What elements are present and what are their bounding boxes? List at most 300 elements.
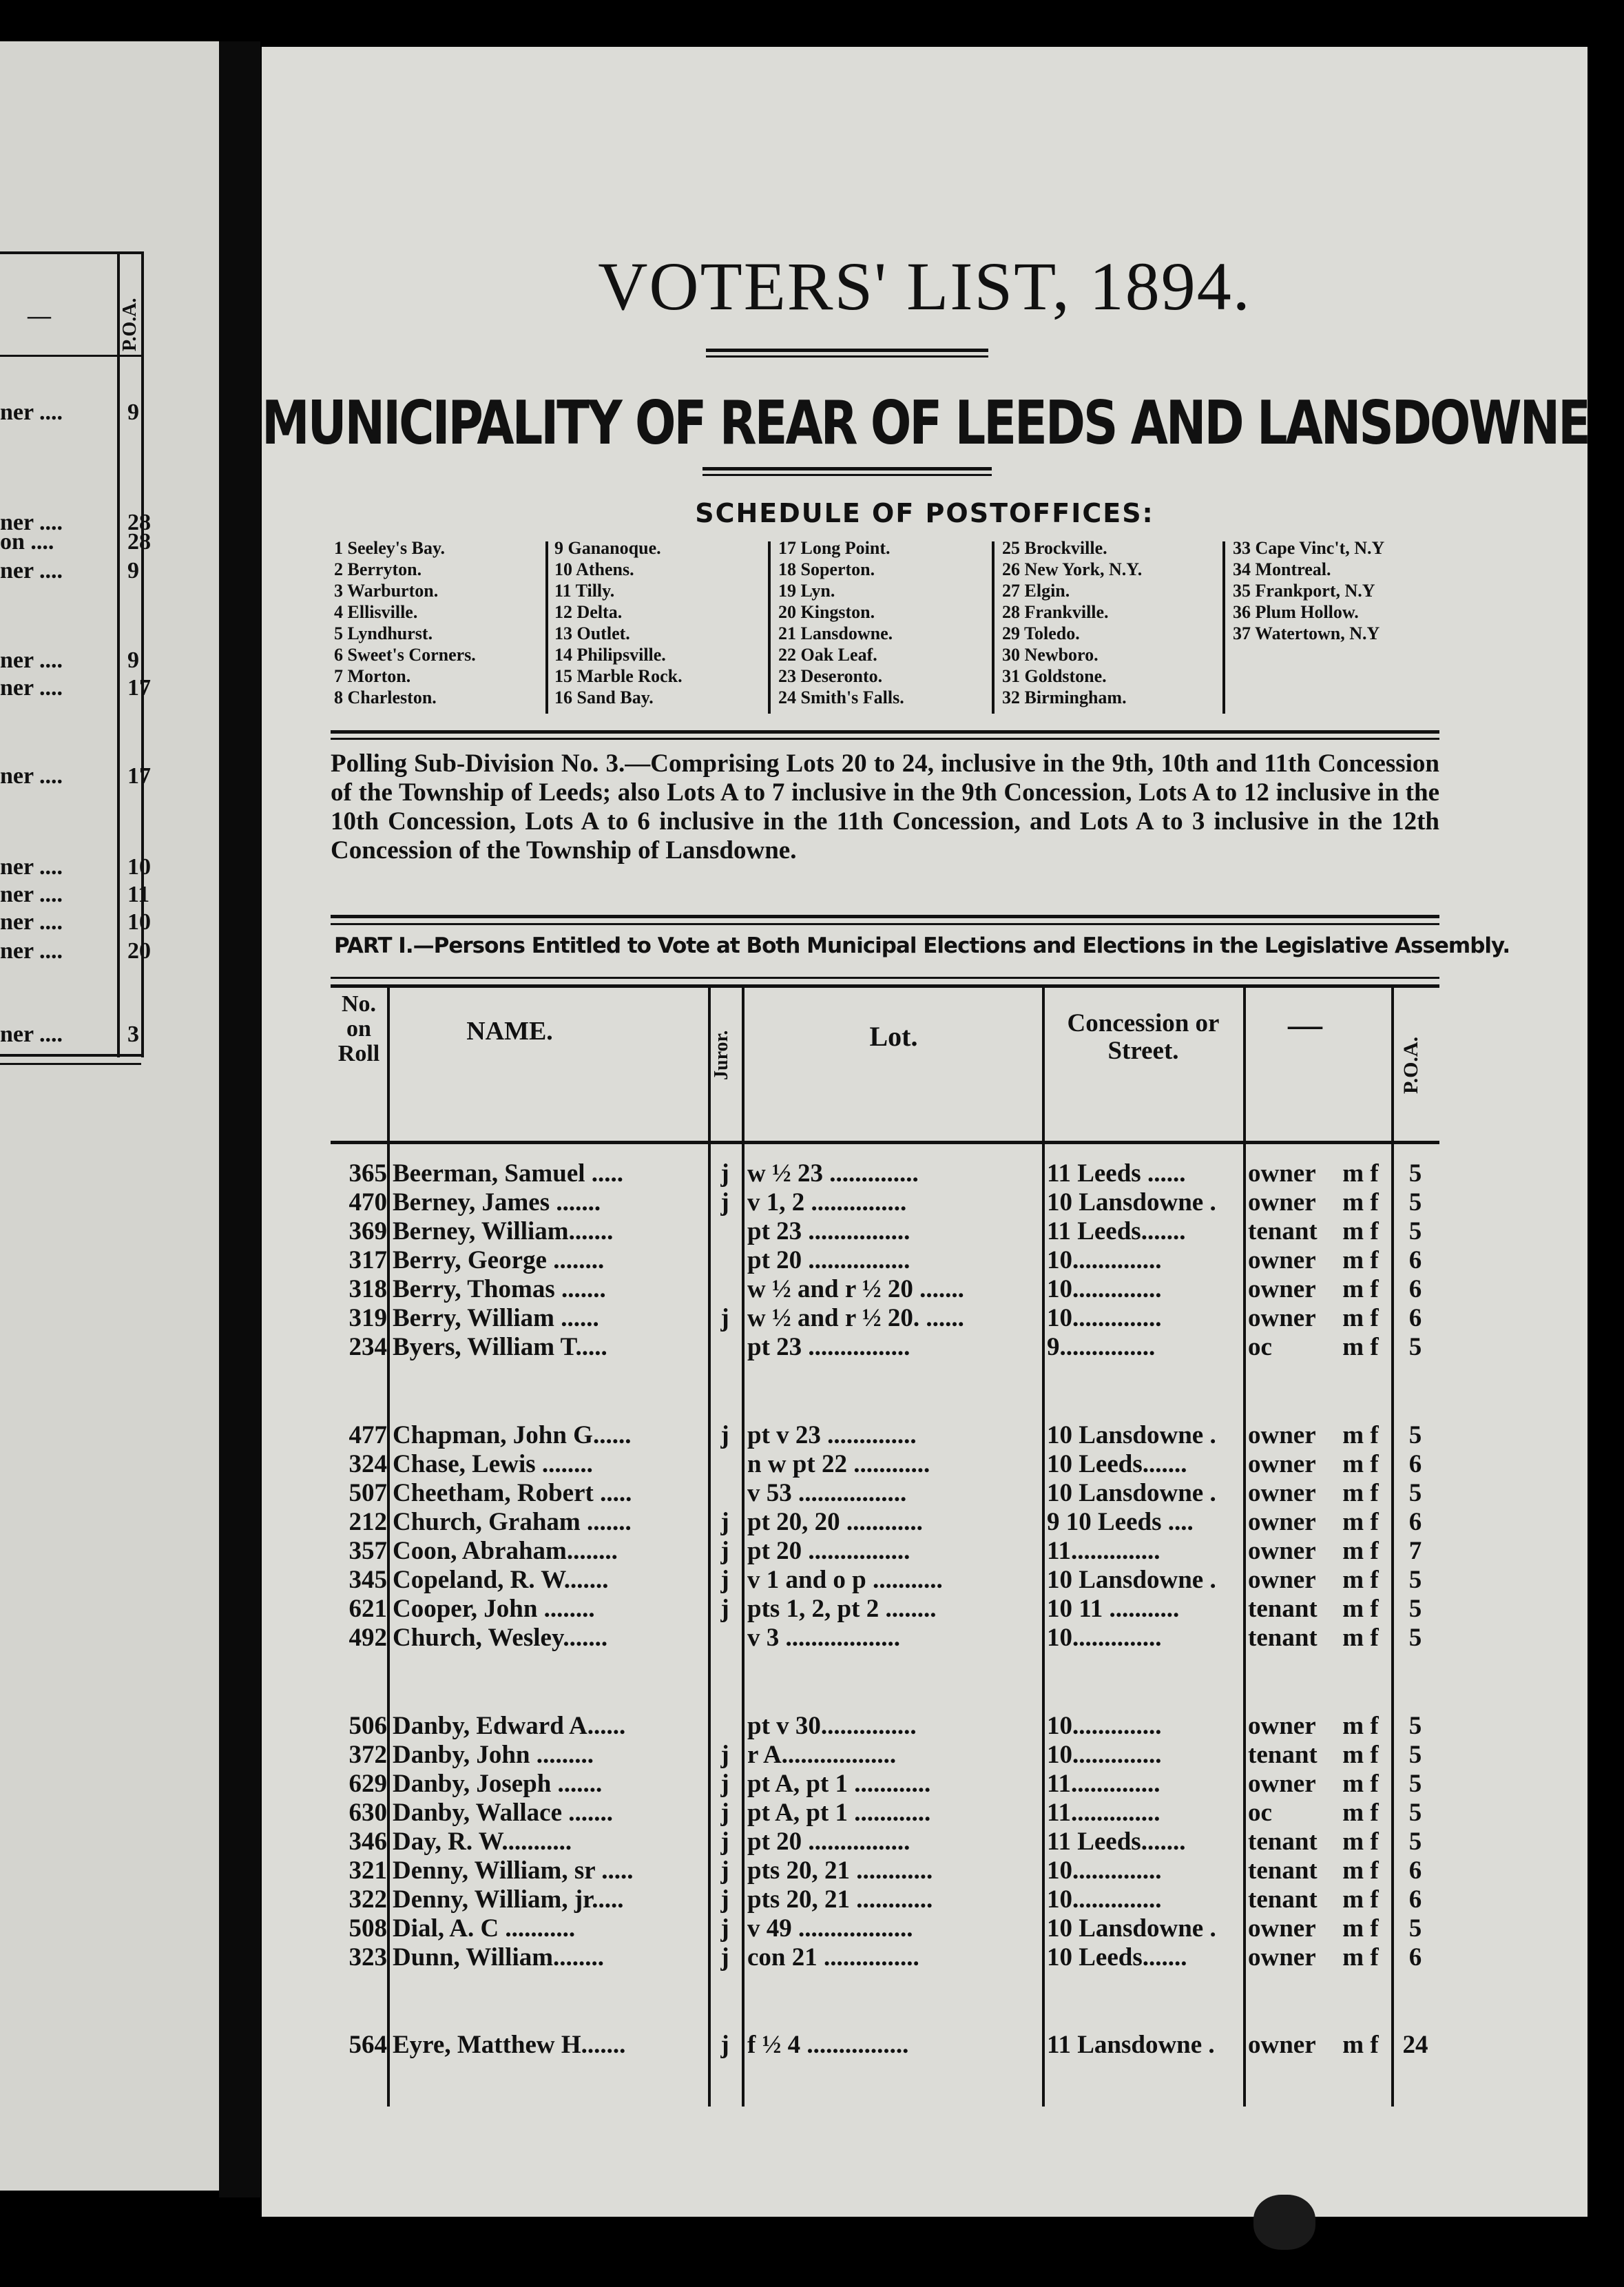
- adjacent-page-fragment: [0, 41, 231, 2191]
- cell-status: owner: [1248, 1275, 1316, 1303]
- postoffice-entry: 30 Newboro.: [1002, 645, 1099, 665]
- cell-status: oc: [1248, 1799, 1272, 1827]
- cell-concession: 11..............: [1047, 1799, 1160, 1827]
- cell-status: oc: [1248, 1333, 1272, 1361]
- cell-name: Dunn, William........: [393, 1943, 605, 1972]
- left-fragment-row-poa: 9: [127, 648, 139, 673]
- left-fragment-column-rule: [141, 251, 144, 1057]
- column-divider: [1222, 541, 1225, 714]
- left-fragment-dash: —: [28, 303, 51, 329]
- cell-poa: 6: [1408, 1304, 1422, 1332]
- title-rule: [706, 355, 988, 358]
- cell-concession: 10..............: [1047, 1885, 1162, 1914]
- cell-concession: 9 10 Leeds ....: [1047, 1508, 1194, 1536]
- cell-juror: [709, 1712, 740, 1741]
- cell-name: Danby, Wallace .......: [393, 1799, 614, 1827]
- cell-status: tenant: [1248, 1624, 1318, 1652]
- schedule-title: SCHEDULE OF POSTOFFICES:: [695, 498, 1154, 528]
- table-top-rule: [331, 984, 1439, 988]
- postoffice-entry: 2 Berryton.: [334, 559, 422, 579]
- cell-juror: j: [720, 1943, 729, 1972]
- left-fragment-row-text: ner ....: [0, 400, 63, 425]
- cell-lot: pt 23 ................: [747, 1217, 910, 1245]
- postoffice-entry: 12 Delta.: [554, 602, 623, 622]
- cell-juror: [709, 1333, 740, 1362]
- cell-sex: m f: [1342, 1159, 1379, 1188]
- cell-juror: j: [720, 1770, 729, 1798]
- cell-lot: v 49 ..................: [747, 1914, 913, 1943]
- left-fragment-row-poa: 17: [127, 675, 151, 701]
- cell-sex: m f: [1342, 1508, 1379, 1536]
- table-header-rule: [331, 1141, 1439, 1144]
- cell-sex: m f: [1342, 1188, 1379, 1217]
- cell-sex: m f: [1342, 1914, 1379, 1943]
- left-fragment-rule: [0, 1054, 141, 1057]
- cell-lot: pt v 30...............: [747, 1712, 917, 1740]
- cell-roll-no: 470: [348, 1188, 387, 1217]
- cell-roll-no: 323: [348, 1943, 387, 1972]
- section-rule: [331, 730, 1439, 734]
- cell-lot: con 21 ...............: [747, 1943, 919, 1972]
- cell-roll-no: 369: [348, 1217, 387, 1245]
- cell-name: Beerman, Samuel .....: [393, 1159, 624, 1188]
- left-fragment-row-poa: 20: [127, 938, 151, 964]
- cell-juror: j: [720, 1566, 729, 1594]
- cell-roll-no: 621: [348, 1595, 387, 1623]
- col-header-name: NAME.: [466, 1017, 553, 1046]
- cell-sex: m f: [1342, 1333, 1379, 1361]
- cell-poa: 5: [1408, 1217, 1422, 1245]
- cell-concession: 10..............: [1047, 1275, 1162, 1303]
- cell-lot: pt 20 ................: [747, 1828, 910, 1856]
- cell-concession: 10 Lansdowne .: [1047, 1479, 1216, 1507]
- cell-name: Danby, John .........: [393, 1741, 594, 1769]
- cell-lot: n w pt 22 ............: [747, 1450, 930, 1478]
- cell-poa: 6: [1408, 1450, 1422, 1478]
- cell-sex: m f: [1342, 1479, 1379, 1507]
- section-rule: [331, 923, 1439, 925]
- cell-poa: 7: [1408, 1537, 1422, 1565]
- left-fragment-rule: [0, 1063, 141, 1065]
- cell-concession: 10..............: [1047, 1304, 1162, 1332]
- left-fragment-rule: [0, 251, 141, 254]
- postoffice-list: [778, 537, 904, 708]
- cell-lot: r A..................: [747, 1741, 897, 1769]
- cell-concession: 11 Leeds ......: [1047, 1159, 1186, 1188]
- left-fragment-row-text: ner ....: [0, 675, 63, 701]
- left-fragment-row-text: ner ....: [0, 648, 63, 673]
- cell-sex: m f: [1342, 1595, 1379, 1623]
- cell-juror: j: [720, 2031, 729, 2059]
- cell-poa: 6: [1408, 1275, 1422, 1303]
- cell-name: Cheetham, Robert .....: [393, 1479, 632, 1507]
- cell-status: owner: [1248, 1770, 1316, 1798]
- cell-name: Byers, William T.....: [393, 1333, 607, 1361]
- left-fragment-row-text: ner ....: [0, 558, 63, 583]
- cell-name: Danby, Edward A......: [393, 1712, 626, 1740]
- cell-juror: j: [720, 1885, 729, 1914]
- postoffice-entry: 4 Ellisville.: [334, 602, 418, 622]
- cell-roll-no: 372: [348, 1741, 387, 1769]
- cell-status: tenant: [1248, 1885, 1318, 1914]
- cell-juror: j: [720, 1304, 729, 1332]
- left-fragment-row-poa: 17: [127, 763, 151, 789]
- cell-roll-no: 345: [348, 1566, 387, 1594]
- postoffice-column-5: [1233, 537, 1384, 644]
- postoffice-entry: 32 Birmingham.: [1002, 687, 1127, 707]
- cell-poa: 6: [1408, 1508, 1422, 1536]
- postoffice-entry: 22 Oak Leaf.: [778, 645, 877, 665]
- cell-poa: 5: [1408, 1828, 1422, 1856]
- cell-poa: 5: [1408, 1188, 1422, 1217]
- cell-poa: 5: [1408, 1770, 1422, 1798]
- cell-sex: m f: [1342, 1537, 1379, 1565]
- municipality-heading: MUNICIPALITY OF REAR OF LEEDS AND LANSDOWNE: [262, 387, 1589, 459]
- cell-name: Chase, Lewis ........: [393, 1450, 593, 1478]
- left-fragment-poa-header: P.O.A.: [119, 298, 140, 351]
- cell-roll-no: 506: [348, 1712, 387, 1740]
- cell-lot: pt 20 ................: [747, 1537, 910, 1565]
- col-header-status: —: [1288, 1005, 1322, 1044]
- cell-roll-no: 564: [348, 2031, 387, 2059]
- cell-lot: pt v 23 ..............: [747, 1421, 917, 1449]
- cell-status: tenant: [1248, 1595, 1318, 1623]
- left-fragment-row-text: ner ....: [0, 938, 63, 964]
- cell-lot: pt A, pt 1 ............: [747, 1770, 931, 1798]
- postoffice-column-4: [1002, 537, 1142, 708]
- cell-name: Berry, George ........: [393, 1246, 605, 1274]
- cell-status: tenant: [1248, 1217, 1318, 1245]
- cell-name: Berney, William.......: [393, 1217, 614, 1245]
- section-rule: [331, 738, 1439, 740]
- left-fragment-row-poa: 10: [127, 909, 151, 935]
- cell-sex: m f: [1342, 1421, 1379, 1449]
- postoffice-list: [1233, 537, 1384, 644]
- cell-sex: m f: [1342, 1566, 1379, 1594]
- cell-name: Day, R. W...........: [393, 1828, 572, 1856]
- postoffice-entry: 11 Tilly.: [554, 581, 615, 601]
- postoffice-entry: 20 Kingston.: [778, 602, 875, 622]
- cell-status: owner: [1248, 1943, 1316, 1972]
- cell-juror: j: [720, 1856, 729, 1885]
- left-fragment-row-text: ner ....: [0, 882, 63, 907]
- cell-poa: 5: [1408, 1421, 1422, 1449]
- cell-concession: 11 Leeds.......: [1047, 1828, 1186, 1856]
- cell-sex: m f: [1342, 1304, 1379, 1332]
- cell-status: owner: [1248, 1159, 1316, 1188]
- left-fragment-row-poa: 9: [127, 558, 139, 583]
- cell-lot: pt 23 ................: [747, 1333, 910, 1361]
- cell-roll-no: 324: [348, 1450, 387, 1478]
- cell-status: owner: [1248, 2031, 1316, 2059]
- cell-sex: m f: [1342, 1712, 1379, 1740]
- postoffice-entry: 25 Brockville.: [1002, 538, 1107, 558]
- cell-status: owner: [1248, 1479, 1316, 1507]
- left-fragment-row-poa: 28: [127, 510, 151, 535]
- table-top-rule: [331, 977, 1439, 979]
- postoffice-entry: 1 Seeley's Bay.: [334, 538, 446, 558]
- cell-lot: pt A, pt 1 ............: [747, 1799, 931, 1827]
- left-fragment-row-poa: 9: [127, 400, 139, 425]
- cell-roll-no: 321: [348, 1856, 387, 1885]
- left-fragment-row-poa: 3: [127, 1022, 139, 1047]
- cell-juror: [709, 1624, 740, 1653]
- cell-poa: 6: [1408, 1885, 1422, 1914]
- cell-lot: v 1, 2 ...............: [747, 1188, 907, 1217]
- left-fragment-row-text: ner ....: [0, 909, 63, 935]
- cell-poa: 5: [1408, 1624, 1422, 1652]
- left-fragment-row-text: ner ....: [0, 510, 63, 535]
- cell-lot: pts 20, 21 ............: [747, 1885, 933, 1914]
- postoffice-entry: 13 Outlet.: [554, 623, 630, 643]
- cell-lot: v 53 .................: [747, 1479, 907, 1507]
- cell-concession: 10 Leeds.......: [1047, 1943, 1187, 1972]
- cell-sex: m f: [1342, 2031, 1379, 2059]
- cell-lot: f ½ 4 ................: [747, 2031, 909, 2059]
- polling-subdivision-description: Polling Sub-Division No. 3.—Comprising Lots 20 to 24, inclusive in the 9th, 10th and 11th Concession of the Township of Leeds; also Lots A to 7 inclusive in the 9th Concession, Lots A to 12 inclusive in the 10th Concession, Lots A to 6 inclusive in the 11th Concession, and Lots A to 3 inclusive in the 12th Concession of the Township of Lansdowne.: [331, 749, 1439, 865]
- cell-sex: m f: [1342, 1770, 1379, 1798]
- postoffice-entry: 26 New York, N.Y.: [1002, 559, 1143, 579]
- postoffice-entry: 10 Athens.: [554, 559, 634, 579]
- cell-sex: m f: [1342, 1943, 1379, 1972]
- cell-poa: 5: [1408, 1712, 1422, 1740]
- cell-status: tenant: [1248, 1856, 1318, 1885]
- cell-lot: w ½ and r ½ 20. ......: [747, 1304, 964, 1332]
- cell-roll-no: 317: [348, 1246, 387, 1274]
- column-divider: [545, 541, 548, 714]
- left-fragment-row-poa: 28: [127, 529, 151, 555]
- title-rule: [706, 349, 988, 352]
- col-header-juror: Juror.: [711, 1030, 732, 1080]
- column-rule: [1243, 987, 1246, 2107]
- cell-juror: j: [720, 1799, 729, 1827]
- cell-poa: 24: [1402, 2031, 1428, 2059]
- postoffice-entry: 6 Sweet's Corners.: [334, 645, 476, 665]
- cell-roll-no: 492: [348, 1624, 387, 1652]
- column-rule: [1391, 987, 1394, 2107]
- cell-name: Dial, A. C ...........: [393, 1914, 576, 1943]
- left-fragment-row-text: ner ....: [0, 763, 63, 789]
- cell-lot: pts 1, 2, pt 2 ........: [747, 1595, 937, 1623]
- cell-roll-no: 346: [348, 1828, 387, 1856]
- postoffice-entry: 8 Charleston.: [334, 687, 437, 707]
- postoffice-entry: 14 Philipsville.: [554, 645, 666, 665]
- cell-sex: m f: [1342, 1828, 1379, 1856]
- cell-name: Church, Wesley.......: [393, 1624, 608, 1652]
- cell-concession: 9...............: [1047, 1333, 1156, 1361]
- left-fragment-row-poa: 11: [127, 882, 150, 907]
- cell-status: owner: [1248, 1421, 1316, 1449]
- column-rule: [387, 987, 390, 2107]
- cell-juror: j: [720, 1188, 729, 1217]
- postoffice-entry: 18 Soperton.: [778, 559, 875, 579]
- cell-name: Copeland, R. W.......: [393, 1566, 609, 1594]
- part-heading: PART I.—Persons Entitled to Vote at Both Municipal Elections and Elections in the Legislative Assembly.: [334, 933, 1510, 958]
- cell-lot: pt 20 ................: [747, 1246, 910, 1274]
- postoffice-entry: 5 Lyndhurst.: [334, 623, 433, 643]
- postoffice-entry: 21 Lansdowne.: [778, 623, 893, 643]
- cell-status: tenant: [1248, 1741, 1318, 1769]
- cell-concession: 10 Lansdowne .: [1047, 1188, 1216, 1217]
- cell-poa: 6: [1408, 1943, 1422, 1972]
- cell-name: Coon, Abraham........: [393, 1537, 618, 1565]
- cell-status: owner: [1248, 1188, 1316, 1217]
- cell-name: Eyre, Matthew H.......: [393, 2031, 626, 2059]
- col-header-no: No. on Roll: [337, 991, 380, 1066]
- cell-poa: 5: [1408, 1799, 1422, 1827]
- cell-juror: j: [720, 1828, 729, 1856]
- cell-juror: j: [720, 1421, 729, 1449]
- postoffice-entry: 9 Gananoque.: [554, 538, 661, 558]
- cell-roll-no: 365: [348, 1159, 387, 1188]
- cell-poa: 6: [1408, 1856, 1422, 1885]
- cell-juror: j: [720, 1508, 729, 1536]
- cell-roll-no: 234: [348, 1333, 387, 1361]
- cell-concession: 10 Lansdowne .: [1047, 1914, 1216, 1943]
- cell-status: owner: [1248, 1246, 1316, 1274]
- col-header-concession: Concession or Street.: [1067, 1009, 1220, 1065]
- cell-juror: j: [720, 1595, 729, 1623]
- cell-concession: 10 Lansdowne .: [1047, 1421, 1216, 1449]
- column-divider: [768, 541, 771, 714]
- cell-juror: [709, 1479, 740, 1508]
- cell-roll-no: 477: [348, 1421, 387, 1449]
- postoffice-entry: 37 Watertown, N.Y: [1233, 623, 1380, 643]
- page-gutter: [219, 41, 260, 2197]
- cell-poa: 5: [1408, 1595, 1422, 1623]
- cell-status: owner: [1248, 1712, 1316, 1740]
- cell-sex: m f: [1342, 1450, 1379, 1478]
- cell-status: owner: [1248, 1914, 1316, 1943]
- cell-sex: m f: [1342, 1741, 1379, 1769]
- postoffice-entry: 16 Sand Bay.: [554, 687, 654, 707]
- cell-sex: m f: [1342, 1246, 1379, 1274]
- cell-sex: m f: [1342, 1275, 1379, 1303]
- cell-roll-no: 508: [348, 1914, 387, 1943]
- cell-name: Berney, James .......: [393, 1188, 601, 1217]
- cell-juror: j: [720, 1537, 729, 1565]
- left-fragment-row-text: ner ....: [0, 1022, 63, 1047]
- cell-poa: 6: [1408, 1246, 1422, 1274]
- page-title: VOTERS' LIST, 1894.: [598, 248, 1251, 324]
- postoffice-entry: 29 Toledo.: [1002, 623, 1080, 643]
- cell-juror: j: [720, 1914, 729, 1943]
- cell-concession: 10..............: [1047, 1712, 1162, 1740]
- left-fragment-row-text: on ....: [0, 529, 54, 555]
- cell-name: Church, Graham .......: [393, 1508, 632, 1536]
- cell-roll-no: 318: [348, 1275, 387, 1303]
- cell-roll-no: 212: [348, 1508, 387, 1536]
- cell-roll-no: 357: [348, 1537, 387, 1565]
- cell-juror: [709, 1217, 740, 1246]
- cell-roll-no: 507: [348, 1479, 387, 1507]
- postoffice-entry: 15 Marble Rock.: [554, 666, 683, 686]
- postoffice-column-2: [554, 537, 683, 708]
- cell-status: owner: [1248, 1537, 1316, 1565]
- postoffice-column-3: [778, 537, 904, 708]
- cell-status: owner: [1248, 1566, 1316, 1594]
- cell-status: owner: [1248, 1304, 1316, 1332]
- heading-rule: [702, 474, 992, 476]
- cell-name: Cooper, John ........: [393, 1595, 595, 1623]
- cell-sex: m f: [1342, 1624, 1379, 1652]
- cell-juror: [709, 1275, 740, 1304]
- cell-concession: 10..............: [1047, 1856, 1162, 1885]
- cell-status: owner: [1248, 1450, 1316, 1478]
- cell-name: Berry, Thomas .......: [393, 1275, 606, 1303]
- postoffice-entry: 36 Plum Hollow.: [1233, 602, 1359, 622]
- cell-concession: 10..............: [1047, 1246, 1162, 1274]
- left-fragment-column-rule: [117, 251, 120, 1057]
- cell-concession: 10..............: [1047, 1741, 1162, 1769]
- cell-roll-no: 319: [348, 1304, 387, 1332]
- column-rule: [742, 987, 745, 2107]
- heading-rule: [702, 467, 992, 470]
- cell-sex: m f: [1342, 1856, 1379, 1885]
- postoffice-entry: 17 Long Point.: [778, 538, 891, 558]
- cell-roll-no: 630: [348, 1799, 387, 1827]
- cell-concession: 10..............: [1047, 1624, 1162, 1652]
- postoffice-entry: 33 Cape Vinc't, N.Y: [1233, 538, 1385, 558]
- postoffice-entry: 34 Montreal.: [1233, 559, 1331, 579]
- left-fragment-row-poa: 10: [127, 854, 151, 880]
- cell-status: tenant: [1248, 1828, 1318, 1856]
- cell-juror: j: [720, 1741, 729, 1769]
- cell-concession: 11..............: [1047, 1537, 1160, 1565]
- cell-lot: pts 20, 21 ............: [747, 1856, 933, 1885]
- postoffice-entry: 31 Goldstone.: [1002, 666, 1107, 686]
- postoffice-list: [334, 537, 476, 708]
- cell-concession: 11..............: [1047, 1770, 1160, 1798]
- left-fragment-rule: [0, 355, 141, 357]
- column-divider: [992, 541, 995, 714]
- cell-juror: [709, 1450, 740, 1479]
- cell-lot: v 1 and o p ...........: [747, 1566, 943, 1594]
- cell-roll-no: 629: [348, 1770, 387, 1798]
- postoffice-list: [1002, 537, 1142, 708]
- postoffice-column-1: [334, 537, 476, 708]
- postoffice-entry: 23 Deseronto.: [778, 666, 883, 686]
- cell-poa: 5: [1408, 1741, 1422, 1769]
- cell-poa: 5: [1408, 1914, 1422, 1943]
- cell-sex: m f: [1342, 1217, 1379, 1245]
- postoffice-entry: 35 Frankport, N.Y: [1233, 581, 1375, 601]
- postoffice-list: [554, 537, 683, 708]
- postoffice-entry: 24 Smith's Falls.: [778, 687, 904, 707]
- cell-poa: 5: [1408, 1159, 1422, 1188]
- cell-name: Danby, Joseph .......: [393, 1770, 603, 1798]
- cell-concession: 10 Lansdowne .: [1047, 1566, 1216, 1594]
- cell-concession: 11 Lansdowne .: [1047, 2031, 1215, 2059]
- col-header-lot: Lot.: [869, 1021, 918, 1052]
- left-fragment-row-text: ner ....: [0, 854, 63, 880]
- cell-poa: 5: [1408, 1333, 1422, 1361]
- cell-sex: m f: [1342, 1799, 1379, 1827]
- postoffice-entry: 27 Elgin.: [1002, 581, 1070, 601]
- section-rule: [331, 915, 1439, 918]
- cell-concession: 10 11 ...........: [1047, 1595, 1180, 1623]
- cell-name: Berry, William ......: [393, 1304, 599, 1332]
- col-header-poa: P.O.A.: [1399, 1036, 1422, 1094]
- cell-lot: w ½ 23 ..............: [747, 1159, 919, 1188]
- column-rule: [1042, 987, 1045, 2107]
- postoffice-entry: 3 Warburton.: [334, 581, 439, 601]
- postoffice-entry: 19 Lyn.: [778, 581, 835, 601]
- cell-sex: m f: [1342, 1885, 1379, 1914]
- cell-concession: 11 Leeds.......: [1047, 1217, 1186, 1245]
- cell-lot: pt 20, 20 ............: [747, 1508, 923, 1536]
- ink-blot: [1253, 2195, 1315, 2250]
